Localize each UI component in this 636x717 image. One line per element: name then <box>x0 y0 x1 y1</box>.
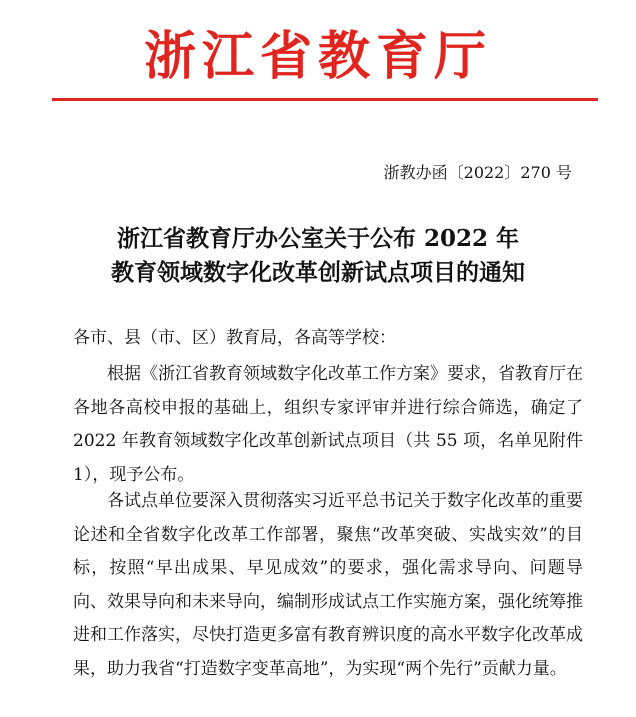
body-paragraph-2: 各试点单位要深入贯彻落实习近平总书记关于数字化改革的重要论述和全省数字化改革工作部署，聚焦“改革突破、实战实效”的目标，按照“早出成果、早见成效”的要求，强化需求导向、问题导向、效果导向和未来导向，编制形成试点工作实施方案，强化统筹推进和工作落实，尽快打造更多富有教育辨识度的高水平数字化改革成果，助力我省“打造数字变革高地”，为实现“两个先行”贡献力量。 <box>73 491 583 679</box>
red-header-rule <box>52 98 598 101</box>
document-title-line-2: 教育领域数字化改革创新试点项目的通知 <box>111 259 525 286</box>
salutation: 各市、县（市、区）教育局，各高等学校： <box>73 328 396 348</box>
document-title-line-1: 浙江省教育厅办公室关于公布 2022 年 <box>116 225 520 252</box>
body-paragraph-1: 根据《浙江省教育领域数字化改革工作方案》要求，省教育厅在各地各高校申报的基础上，组织专家评审并进行综合筛选，确定了 2022 年教育领域数字化改革创新试点项目（共 55 项，名单见附件 1），现予公布。 <box>73 364 583 485</box>
document-number: 浙教办函〔2022〕270 号 <box>383 163 572 182</box>
issuing-authority-header: 浙江省教育厅 <box>143 26 492 87</box>
